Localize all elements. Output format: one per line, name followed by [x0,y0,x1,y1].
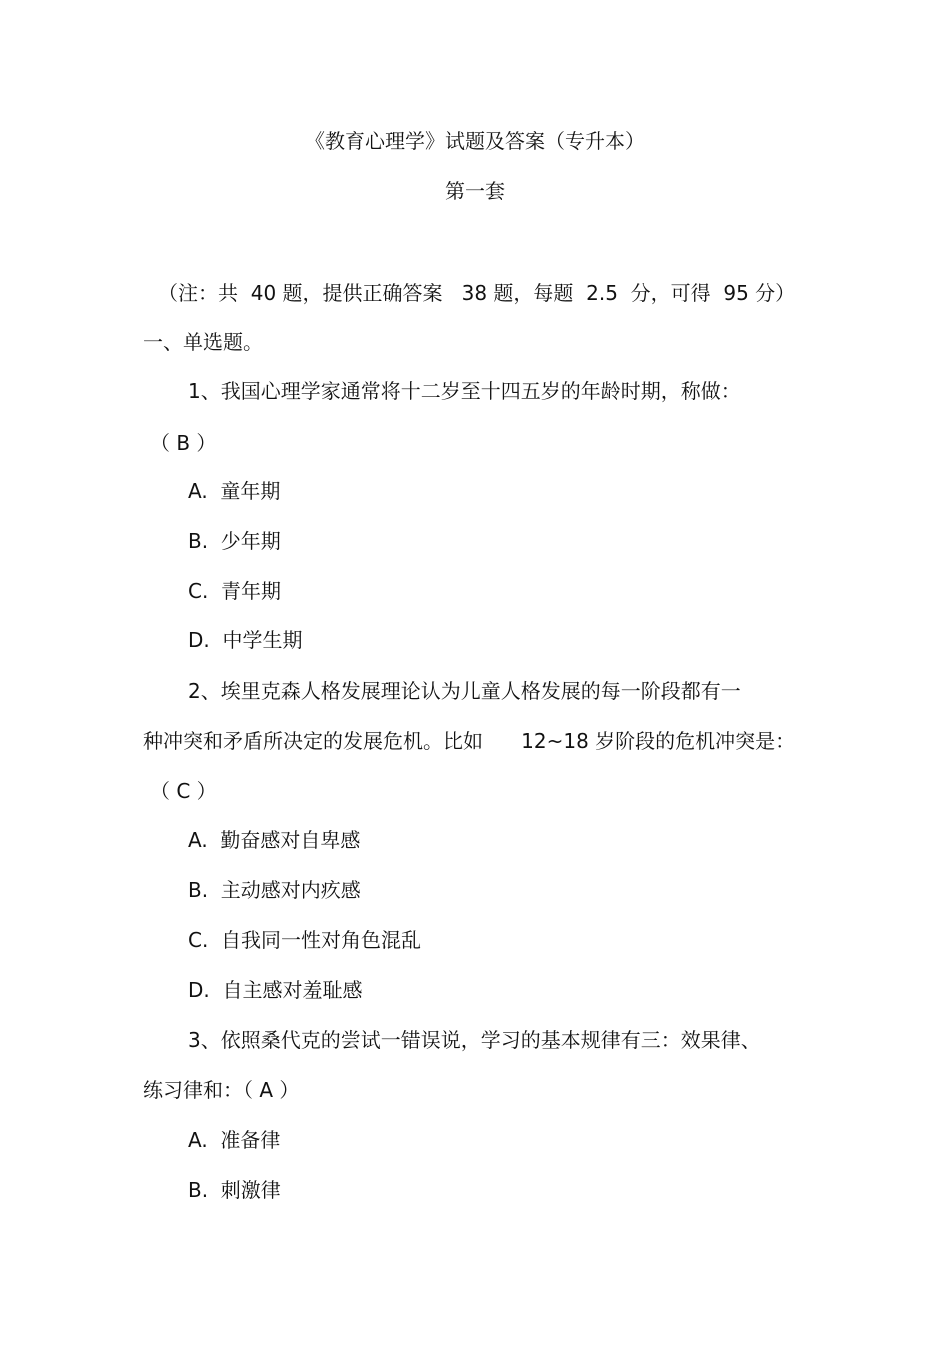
score-note: （注：共 40 题，提供正确答案 38 题，每题 2.5 分，可得 95 分） [158,281,796,305]
document-title: 《教育心理学》试题及答案（专升本） [305,129,645,153]
question-3-stem-line1: 3、依照桑代克的尝试一错误说，学习的基本规律有三：效果律、 [188,1028,761,1052]
document-subtitle: 第一套 [445,179,505,203]
question-1-stem: 1、我国心理学家通常将十二岁至十四五岁的年龄时期，称做： [188,379,741,403]
question-2-stem-line1: 2、埃里克森人格发展理论认为儿童人格发展的每一阶段都有一 [188,679,741,703]
question-2-stem-line2: 种冲突和矛盾所决定的发展危机。比如 12~18 岁阶段的危机冲突是： [143,729,796,753]
question-2-answer: （ C ） [150,779,217,803]
question-2-option-b: B. 主动感对内疚感 [188,878,361,902]
question-2-option-a: A. 勤奋感对自卑感 [188,828,361,852]
question-3-option-b: B. 刺激律 [188,1178,281,1202]
question-1-option-c: C. 青年期 [188,579,282,603]
question-1-option-b: B. 少年期 [188,529,281,553]
section-heading: 一、单选题。 [143,330,263,354]
question-1-answer: （ B ） [150,431,217,455]
question-1-option-d: D. 中学生期 [188,628,303,652]
question-3-stem-line2: 练习律和：（ A ） [143,1078,300,1102]
question-2-option-c: C. 自我同一性对角色混乱 [188,928,422,952]
question-1-option-a: A. 童年期 [188,479,281,503]
question-2-option-d: D. 自主感对羞耻感 [188,978,363,1002]
question-3-option-a: A. 准备律 [188,1128,281,1152]
